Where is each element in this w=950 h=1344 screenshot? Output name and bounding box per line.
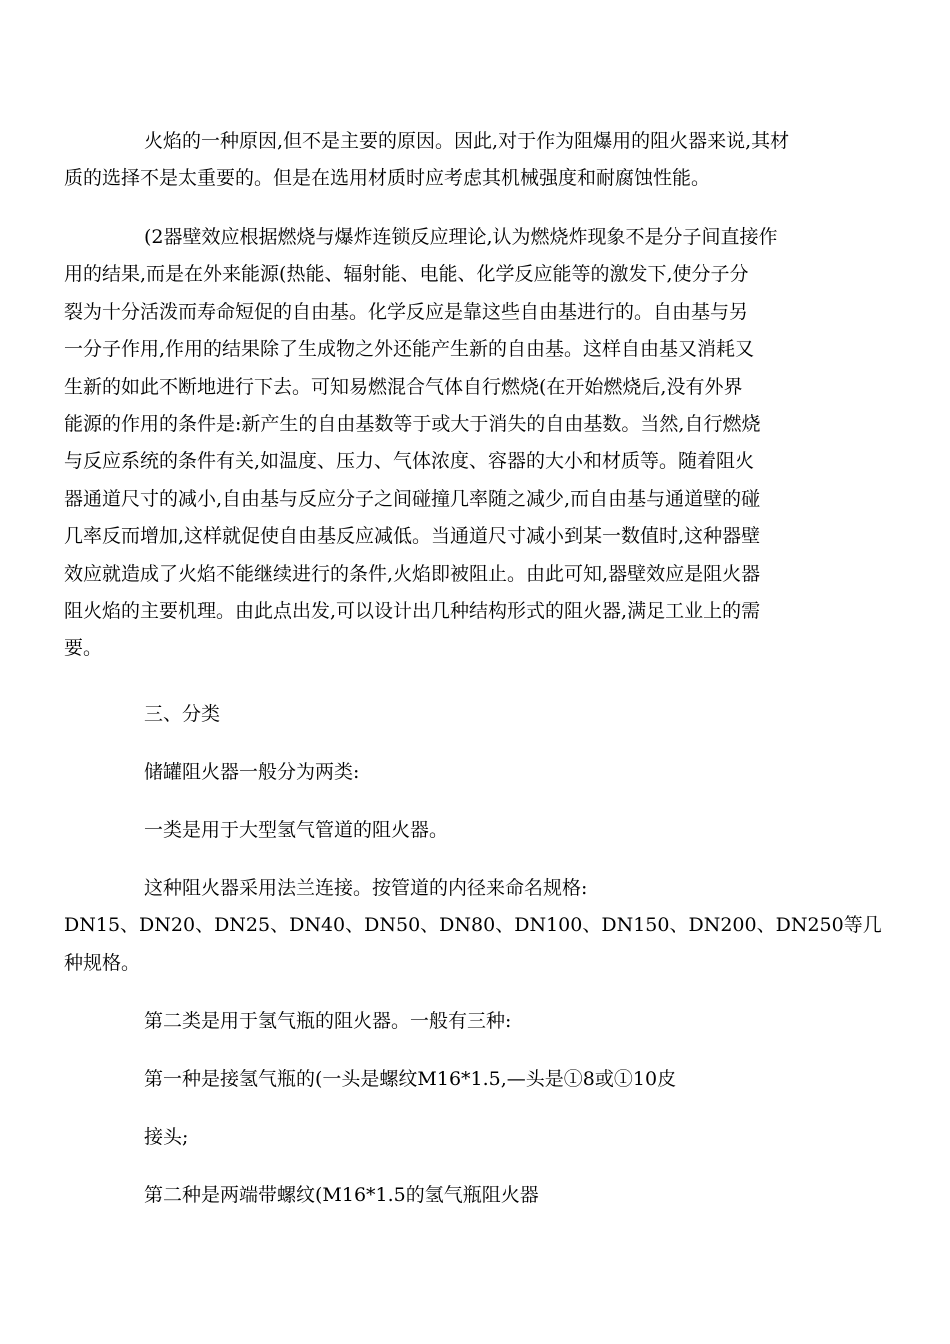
text-line: 器通道尺寸的减小,自由基与反应分子之间碰撞几率随之减少,而自由基与通道壁的碰 xyxy=(64,487,761,510)
dn-spec-list: DN15、DN20、DN25、DN40、DN50、DN80、DN100、DN150、DN200、DN250等几 xyxy=(64,914,882,937)
text-line: 能源的作用的条件是:新产生的自由基数等于或大于消失的自由基数。当然,自行燃烧 xyxy=(64,413,761,436)
text-line: (2器壁效应根据燃烧与爆炸连锁反应理论,认为燃烧炸现象不是分子间直接作 xyxy=(144,226,778,248)
section-heading xyxy=(104,696,850,733)
text-line: 与反应系统的条件有关,如温度、压力、气体浓度、容器的大小和材质等。随着阻火 xyxy=(64,450,755,473)
text-line: 几率反而增加,这样就促使自由基反应减低。当通道尺寸减小到某一数值时,这种器壁 xyxy=(64,525,761,548)
text-line: 生新的如此不断地进行下去。可知易燃混合气体自行燃烧(在开始燃烧后,没有外界 xyxy=(64,375,743,398)
paragraph-type-two xyxy=(104,1003,850,1040)
text-line: 裂为十分活泼而寿命短促的自由基。化学反应是靠这些自由基进行的。自由基与另 xyxy=(64,300,749,323)
text-line: 储罐阻火器一般分为两类: xyxy=(144,761,360,783)
text-line: 效应就造成了火焰不能继续进行的条件,火焰即被阻止。由此可知,器壁效应是阻火器 xyxy=(64,562,761,585)
text-line: 这种阻火器采用法兰连接。按管道的内径来命名规格: xyxy=(144,877,588,899)
paragraph-material-selection xyxy=(64,123,850,198)
text-line: 阻火焰的主要机理。由此点出发,可以设计出几种结构形式的阻火器,满足工业上的需 xyxy=(64,600,761,623)
paragraph-two-types xyxy=(104,754,850,791)
text-line: 接头; xyxy=(144,1126,189,1148)
paragraph-variant-one-cont xyxy=(104,1119,850,1156)
text-line: 用的结果,而是在外来能源(热能、辐射能、电能、化学反应能等的激发下,使分子分 xyxy=(64,263,749,286)
text-line: 一分子作用,作用的结果除了生成物之外还能产生新的自由基。这样自由基又消耗又 xyxy=(64,338,755,361)
paragraph-flange-specs xyxy=(64,870,882,982)
text-line: 一类是用于大型氢气管道的阻火器。 xyxy=(144,819,449,841)
text-line: 第二类是用于氢气瓶的阻火器。一般有三种: xyxy=(144,1010,512,1032)
paragraph-variant-two xyxy=(104,1177,850,1214)
text-line: 火焰的一种原因,但不是主要的原因。因此,对于作为阻爆用的阻火器来说,其材 xyxy=(144,130,790,152)
paragraph-wall-effect xyxy=(64,219,850,668)
paragraph-type-one xyxy=(104,812,850,849)
section-heading-text: 三、分类 xyxy=(144,703,221,725)
text-line: 第一种是接氢气瓶的(一头是螺纹M16*1.5,—头是①8或①10皮 xyxy=(144,1068,677,1090)
text-line: 质的选择不是太重要的。但是在选用材质时应考虑其机械强度和耐腐蚀性能。 xyxy=(64,167,711,190)
text-line: 第二种是两端带螺纹(M16*1.5的氢气瓶阻火器 xyxy=(144,1184,539,1206)
paragraph-variant-one xyxy=(104,1061,850,1098)
text-line: 种规格。 xyxy=(64,951,141,974)
text-line: 要。 xyxy=(64,637,103,660)
